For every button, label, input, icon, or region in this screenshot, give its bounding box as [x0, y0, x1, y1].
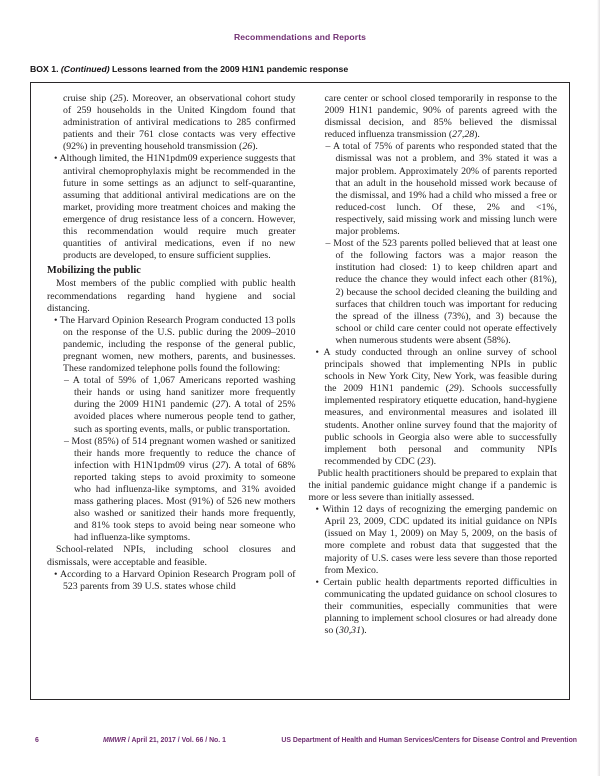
box-column-right: [309, 93, 558, 699]
box-section-heading: Mobilizing the public: [47, 265, 141, 277]
box-title-continued: (Continued): [60, 64, 110, 74]
box-paragraph-continuation: cruise ship (25). Moreover, an observational cohort study of 259 households in the United Kingdom found that administration of antiviral medications to 285 confirmed patients and their 761 close contacts was very effective (92%) in preventing household transmission (26).: [63, 93, 296, 153]
box-title-text: Lessons learned from the 2009 H1N1 pandemic response: [109, 64, 349, 74]
bullet-item: • Within 12 days of recognizing the emerging pandemic on April 23, 2009, CDC updated its initial guidance on NPIs (issued on May 1, 2009) on May 5, 2009, on the basis of more complete and robust data that suggested that the majority of U.S. cases were less severe than those reported from Mexico.: [315, 504, 557, 576]
bullet-item: • A study conducted through an online survey of school principals showed that implementing NPIs in public schools in New York City, New York, was feasible during the 2009 H1N1 pandemic (29). Schools successfully implemented respiratory etiquette education, hand-hygiene measures, and environmental measures and isolated ill students. Another online survey found that the majority of public schools in Georgia also were able to successfully implement both personal and community NPIs recommended by CDC (23).: [315, 346, 558, 467]
footer-journal-issue: / April 21, 2017 / Vol. 66 / No. 1: [125, 737, 226, 744]
sub-bullet-item: – Most of the 523 parents polled believed that at least one of the following factors was a major reason the institution had closed: 1) to keep children apart and reduce the chance they would infect each other (81%), 2) because the school decided cleaning the building and surfaces that children touch was important for reducing the spread of the illness (73%), and 3) because the school or child care center could not operate effectively when numerous students were absent (58%).: [325, 238, 557, 346]
box-1-panel: [30, 82, 570, 700]
running-head: Recommendations and Reports: [233, 32, 367, 42]
box-column-left: [47, 93, 296, 699]
bullet-item: • Although limited, the H1N1pdm09 experience suggests that antiviral chemoprophylaxis might be recommended in the future in some settings as an adjunct to self-quarantine, assuming that additional antiviral medications are on the market, providing more treatment choices and making the emergence of drug resistance less of a concern. However, this recommendation would require much greater quantities of antiviral medications, even if no new products are developed, to ensure sufficient supplies.: [54, 153, 296, 262]
footer-journal-name: MMWR: [103, 737, 126, 744]
footer-agency: US Department of Health and Human Services/Centers for Disease Control and Prevention: [281, 737, 577, 744]
box-paragraph: Most members of the public complied with public health recommendations regarding hand hygiene and social distancing.: [47, 278, 296, 314]
box-paragraph: Public health practitioners should be prepared to explain that the initial pandemic guidance might change if a pandemic is more or less severe than initially assessed.: [308, 467, 557, 504]
footer-journal-line: [103, 737, 226, 744]
sub-bullet-item: – Most (85%) of 514 pregnant women washed or sanitized their hands more frequently to reduce the chance of infection with H1N1pdm09 virus (27). A total of 68% reported taking steps to avoid proximity to someone who had influenza-like symptoms, and 31% avoided mass gathering places. Most (91%) of 526 new mothers also washed or sanitized their hands more frequently, and 81% took steps to avoid being near someone who had influenza-like symptoms.: [64, 435, 296, 544]
sub-bullet-item: – A total of 75% of parents who responded stated that the dismissal was not a problem, and 3% stated it was a major problem. Approximately 20% of parents reported that an adult in the household missed work because of the dismissal, and 19% had a child who missed a free or reduced-cost lunch. Of these, 2% and <1%, respectively, said missing work and missing lunch were major problems.: [325, 141, 557, 238]
bullet-item: • The Harvard Opinion Research Program conducted 13 polls on the response of the U.S. public during the 2009–2010 pandemic, including the response of the general public, pregnant women, new mothers, parents, and businesses. These randomized telephone polls found the following:: [54, 314, 296, 375]
sub-bullet-item: – A total of 59% of 1,067 Americans reported washing their hands or using hand sanitizer more frequently during the 2009 H1N1 pandemic (27). A total of 25% avoided places where numerous people tend to gather, such as sporting events, malls, or public transportation.: [64, 375, 296, 435]
box-paragraph: School-related NPIs, including school closures and dismissals, were acceptable and feasible.: [47, 544, 296, 568]
box-title: [30, 64, 570, 74]
bullet-item: • According to a Harvard Opinion Research Program poll of 523 parents from 39 U.S. states whose child: [54, 568, 296, 592]
box-title-prefix: BOX 1.: [30, 64, 61, 74]
page-footer: [0, 737, 600, 749]
bullet-item: • Certain public health departments reported difficulties in communicating the updated guidance on school closures to their communities, especially communities that were planning to implement school closures or had already done so (30,31).: [315, 576, 557, 637]
box-paragraph-continuation: care center or school closed temporarily in response to the 2009 H1N1 pandemic, 90% of parents agreed with the dismissal decision, and 85% believed the dismissal reduced influenza transmission (27,28).: [324, 93, 557, 141]
page-number: 6: [35, 737, 39, 744]
